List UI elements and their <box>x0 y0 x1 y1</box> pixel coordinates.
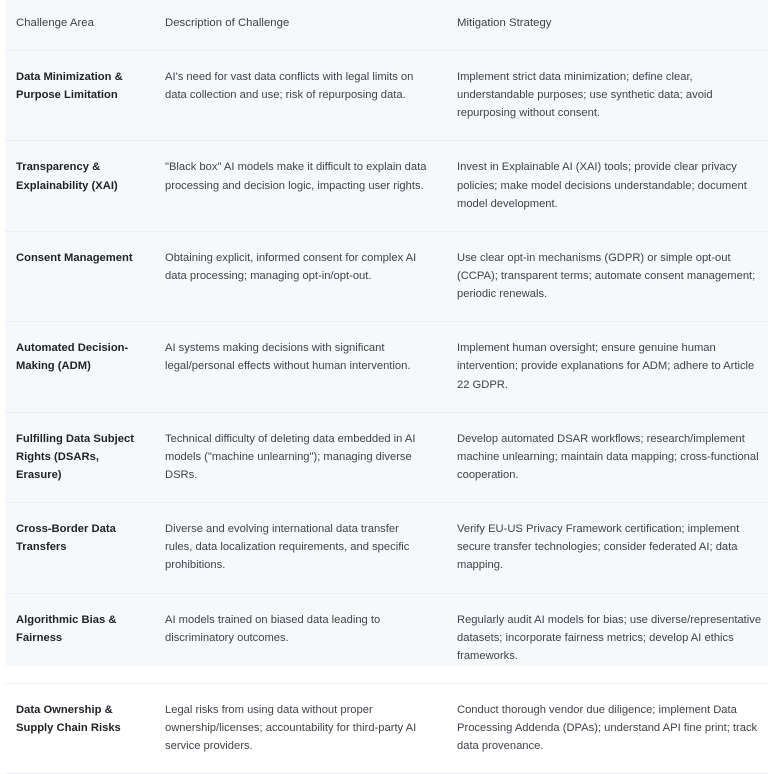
cell-description: AI models trained on biased data leading to discriminatory outcomes. <box>155 593 445 683</box>
table-row <box>5 593 768 683</box>
cell-description: AI systems making decisions with significant legal/personal effects without human intervention. <box>155 322 445 412</box>
cell-mitigation: Invest in Explainable AI (XAI) tools; provide clear privacy policies; make model decisions understandable; document model development. <box>445 141 768 231</box>
cell-challenge-area: Fulfilling Data Subject Rights (DSARs, Erasure) <box>5 412 155 502</box>
cell-mitigation: Conduct thorough vendor due diligence; implement Data Processing Addenda (DPAs); understand API fine print; track data provenance. <box>445 683 768 773</box>
table-surface <box>5 0 768 753</box>
table-row <box>5 683 768 773</box>
column-header-challenge-area: Challenge Area <box>5 0 155 51</box>
cell-description: Diverse and evolving international data transfer rules, data localization requirements, and specific prohibitions. <box>155 503 445 593</box>
table-header <box>5 0 768 51</box>
table-row <box>5 231 768 321</box>
cell-mitigation: Verify EU-US Privacy Framework certification; implement secure transfer technologies; consider federated AI; data mapping. <box>445 503 768 593</box>
table-row <box>5 503 768 593</box>
cell-challenge-area: Data Ownership & Supply Chain Risks <box>5 683 155 773</box>
cell-description: Legal risks from using data without proper ownership/licenses; accountability for third-party AI service providers. <box>155 683 445 773</box>
table-row <box>5 141 768 231</box>
cell-challenge-area: Cross-Border Data Transfers <box>5 503 155 593</box>
cell-mitigation: Implement strict data minimization; define clear, understandable purposes; use synthetic data; avoid repurposing without consent. <box>445 51 768 141</box>
table-row <box>5 322 768 412</box>
cell-challenge-area: Data Minimization & Purpose Limitation <box>5 51 155 141</box>
cell-mitigation: Develop automated DSAR workflows; research/implement machine unlearning; maintain data mapping; cross-functional cooperation. <box>445 412 768 502</box>
cell-description: AI's need for vast data conflicts with legal limits on data collection and use; risk of repurposing data. <box>155 51 445 141</box>
table-row <box>5 51 768 141</box>
cell-challenge-area: Automated Decision-Making (ADM) <box>5 322 155 412</box>
cell-description: "Black box" AI models make it difficult to explain data processing and decision logic, impacting user rights. <box>155 141 445 231</box>
cell-mitigation: Use clear opt-in mechanisms (GDPR) or simple opt-out (CCPA); transparent terms; automate consent management; periodic renewals. <box>445 231 768 321</box>
column-header-description-of-challenge: Description of Challenge <box>155 0 445 51</box>
cell-challenge-area: Algorithmic Bias & Fairness <box>5 593 155 683</box>
cell-challenge-area: Transparency & Explainability (XAI) <box>5 141 155 231</box>
table-body <box>5 51 768 774</box>
table-row <box>5 412 768 502</box>
column-header-mitigation-strategy: Mitigation Strategy <box>445 0 768 51</box>
cell-challenge-area: Consent Management <box>5 231 155 321</box>
cell-description: Technical difficulty of deleting data embedded in AI models ("machine unlearning"); managing diverse DSRs. <box>155 412 445 502</box>
cell-mitigation: Regularly audit AI models for bias; use diverse/representative datasets; incorporate fairness metrics; develop AI ethics frameworks. <box>445 593 768 683</box>
ai-privacy-challenges-table <box>5 0 768 774</box>
table-header-row <box>5 0 768 51</box>
cell-description: Obtaining explicit, informed consent for complex AI data processing; managing opt-in/opt-out. <box>155 231 445 321</box>
cell-mitigation: Implement human oversight; ensure genuine human intervention; provide explanations for ADM; adhere to Article 22 GDPR. <box>445 322 768 412</box>
